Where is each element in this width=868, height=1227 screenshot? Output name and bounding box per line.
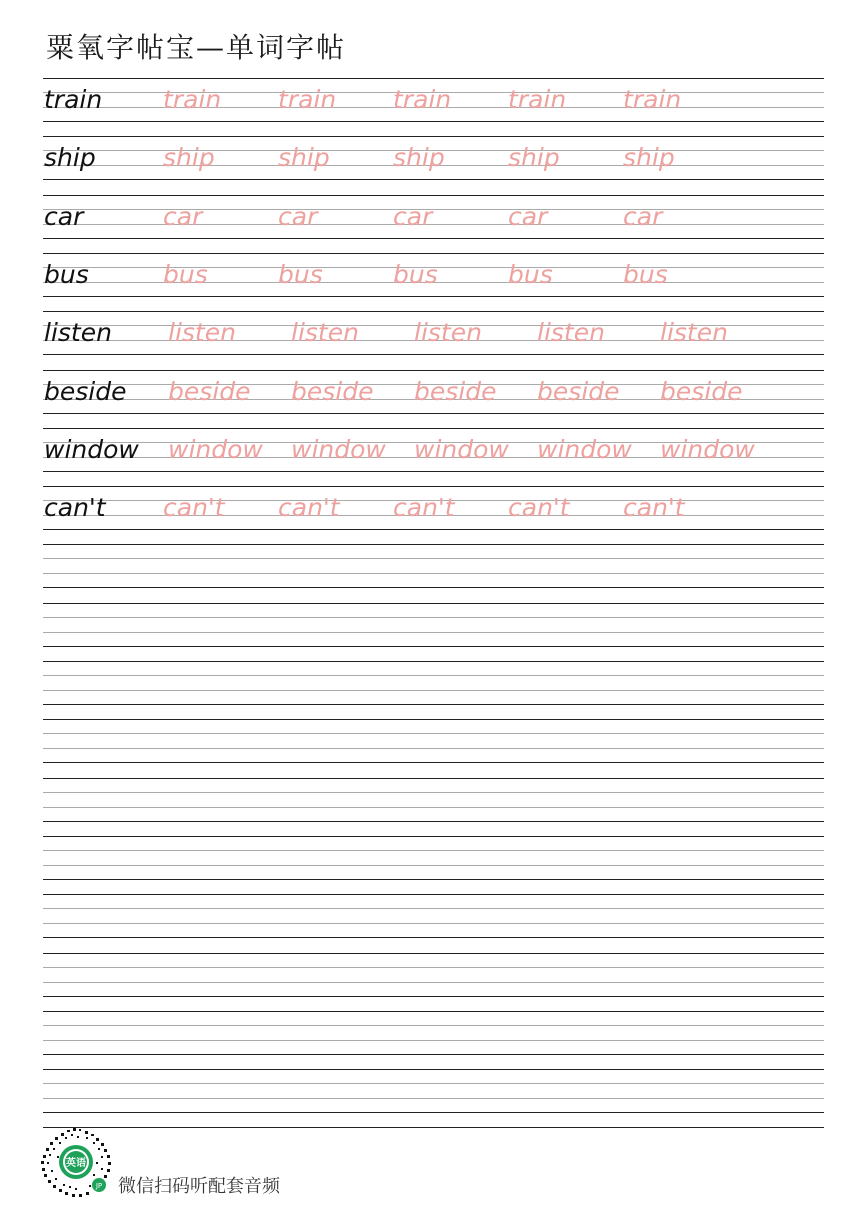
model-word: listen <box>44 318 112 348</box>
trace-word: car <box>623 201 663 231</box>
trace-word: car <box>163 201 203 231</box>
trace-word: car <box>393 201 433 231</box>
blank-practice-row <box>43 719 824 763</box>
ruled-line <box>43 690 824 691</box>
blank-practice-row <box>43 603 824 647</box>
ruled-line <box>43 486 824 487</box>
ruled-line <box>43 1112 824 1113</box>
ruled-line <box>43 471 824 472</box>
trace-word: can't <box>623 493 685 523</box>
trace-word: beside <box>660 376 743 406</box>
ruled-line <box>43 748 824 749</box>
ruled-line <box>43 238 824 239</box>
ruled-line <box>43 937 824 938</box>
ruled-line <box>43 953 824 954</box>
ruled-line <box>43 807 824 808</box>
practice-row <box>43 253 824 297</box>
ruled-line <box>43 996 824 997</box>
ruled-line <box>43 544 824 545</box>
practice-row <box>43 486 824 530</box>
trace-word: can't <box>393 493 455 523</box>
qr-corner-text: JP <box>95 1182 103 1190</box>
ruled-line <box>43 982 824 983</box>
ruled-line <box>43 428 824 429</box>
trace-word: window <box>291 434 386 464</box>
page-title: 粟氧字帖宝—单词字帖 <box>46 31 347 64</box>
trace-word: beside <box>537 376 620 406</box>
ruled-line <box>43 311 824 312</box>
model-word: car <box>44 201 84 231</box>
practice-row <box>43 78 824 122</box>
trace-word: can't <box>508 493 570 523</box>
ruled-line <box>43 704 824 705</box>
practice-row <box>43 311 824 355</box>
trace-word: bus <box>163 259 208 289</box>
qr-badge-text: 英语 <box>66 1158 86 1169</box>
trace-word: listen <box>291 318 359 348</box>
ruled-line <box>43 879 824 880</box>
ruled-line <box>43 792 824 793</box>
practice-row <box>43 428 824 472</box>
ruled-line <box>43 78 824 79</box>
trace-word: listen <box>537 318 605 348</box>
blank-practice-row <box>43 1069 824 1113</box>
practice-row <box>43 370 824 414</box>
practice-row <box>43 195 824 239</box>
trace-word: car <box>278 201 318 231</box>
trace-word: train <box>508 85 567 114</box>
model-word: train <box>44 85 103 114</box>
ruled-line <box>43 661 824 662</box>
model-word: can't <box>44 493 106 523</box>
ruled-line <box>43 296 824 297</box>
trace-word: can't <box>163 493 225 523</box>
ruled-line <box>43 1011 824 1012</box>
ruled-line <box>43 894 824 895</box>
ruled-line <box>43 224 824 225</box>
trace-word: listen <box>414 318 482 348</box>
ruled-line <box>43 253 824 254</box>
ruled-line <box>43 923 824 924</box>
trace-word: ship <box>508 143 560 173</box>
ruled-line <box>43 603 824 604</box>
ruled-line <box>43 850 824 851</box>
ruled-line <box>43 209 824 210</box>
trace-word: beside <box>168 376 251 406</box>
ruled-line <box>43 587 824 588</box>
practice-row <box>43 136 824 180</box>
trace-word: bus <box>278 259 323 289</box>
trace-word: can't <box>278 493 340 523</box>
trace-word: train <box>278 85 337 114</box>
ruled-line <box>43 573 824 574</box>
blank-practice-row <box>43 894 824 938</box>
trace-word: window <box>537 434 632 464</box>
model-word: window <box>44 434 139 464</box>
ruled-line <box>43 558 824 559</box>
trace-word: car <box>508 201 548 231</box>
ruled-line <box>43 762 824 763</box>
trace-word: ship <box>163 143 215 173</box>
ruled-line <box>43 967 824 968</box>
ruled-line <box>43 778 824 779</box>
model-word: ship <box>44 143 96 173</box>
trace-word: bus <box>623 259 668 289</box>
trace-word: window <box>414 434 509 464</box>
blank-practice-row <box>43 953 824 997</box>
ruled-line <box>43 836 824 837</box>
blank-practice-row <box>43 661 824 705</box>
ruled-line <box>43 1040 824 1041</box>
ruled-line <box>43 1069 824 1070</box>
trace-word: ship <box>278 143 330 173</box>
ruled-line <box>43 1083 824 1084</box>
ruled-line <box>43 646 824 647</box>
ruled-line <box>43 121 824 122</box>
model-word: beside <box>44 376 127 406</box>
ruled-line <box>43 1127 824 1128</box>
ruled-line <box>43 136 824 137</box>
trace-word: train <box>623 85 682 114</box>
blank-practice-row <box>43 1011 824 1055</box>
ruled-line <box>43 195 824 196</box>
qr-code-icon[interactable] <box>41 1128 111 1198</box>
ruled-line <box>43 179 824 180</box>
trace-word: beside <box>291 376 374 406</box>
trace-word: window <box>660 434 755 464</box>
trace-word: beside <box>414 376 497 406</box>
blank-practice-row <box>43 778 824 822</box>
ruled-line <box>43 908 824 909</box>
ruled-line <box>43 675 824 676</box>
trace-word: bus <box>508 259 553 289</box>
trace-word: window <box>168 434 263 464</box>
trace-word: train <box>163 85 222 114</box>
ruled-line <box>43 733 824 734</box>
model-word: bus <box>44 259 89 289</box>
ruled-line <box>43 1025 824 1026</box>
trace-word: train <box>393 85 452 114</box>
trace-word: ship <box>623 143 675 173</box>
ruled-line <box>43 865 824 866</box>
ruled-line <box>43 1054 824 1055</box>
footer-caption: 微信扫码听配套音频 <box>118 1176 280 1197</box>
ruled-line <box>43 719 824 720</box>
ruled-line <box>43 617 824 618</box>
trace-word: listen <box>168 318 236 348</box>
blank-practice-row <box>43 544 824 588</box>
ruled-line <box>43 1098 824 1099</box>
ruled-line <box>43 354 824 355</box>
ruled-line <box>43 529 824 530</box>
ruled-line <box>43 821 824 822</box>
ruled-line <box>43 370 824 371</box>
blank-practice-row <box>43 836 824 880</box>
ruled-line <box>43 413 824 414</box>
trace-word: ship <box>393 143 445 173</box>
ruled-line <box>43 632 824 633</box>
trace-word: listen <box>660 318 728 348</box>
trace-word: bus <box>393 259 438 289</box>
